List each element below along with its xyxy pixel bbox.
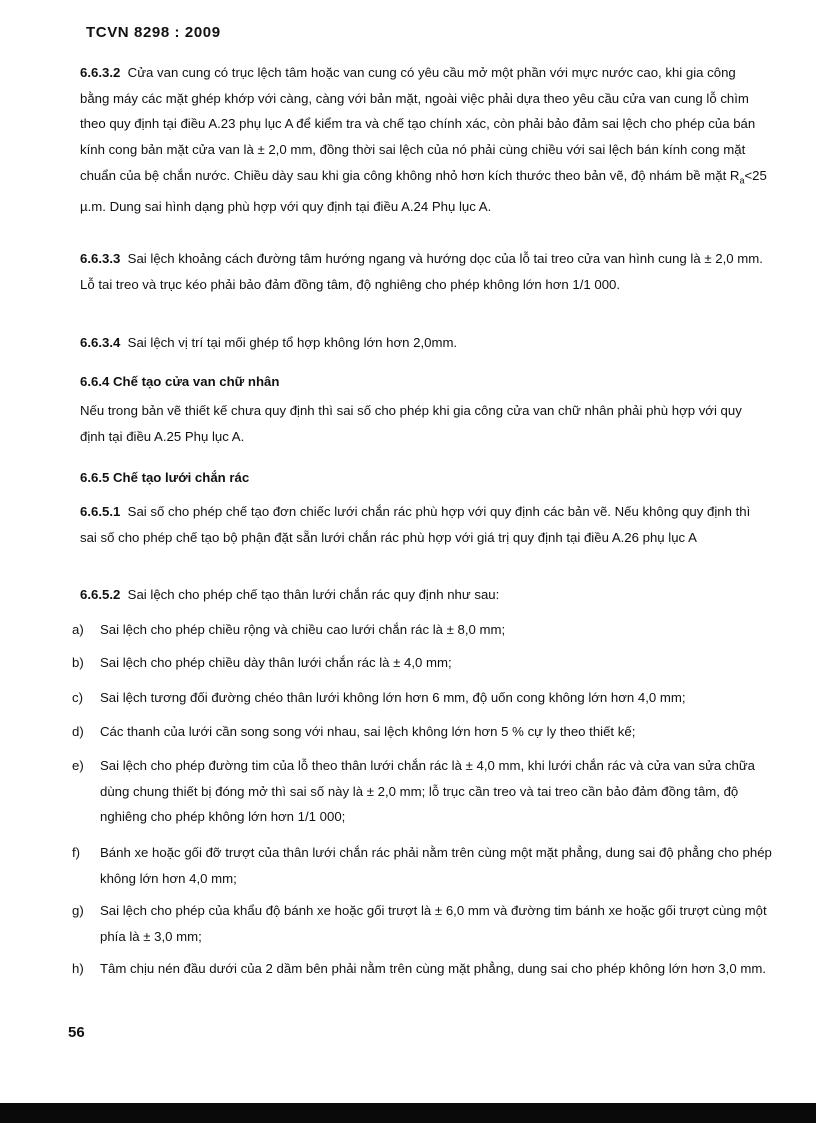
- list-label: e): [72, 758, 84, 773]
- list-text: Sai lệch cho phép đường tim của lỗ theo thân lưới chắn rác là ± 4,0 mm, khi lưới chắn rác và cửa van sửa chữa dùng chung thiết bị đóng mở thì sai số này là ± 2,0 mm; lỗ trục cần treo và tai treo cần bảo đảm đồng tâm, độ nghiêng cho phép không lớn hơn 1/1 000;: [100, 758, 755, 825]
- list-text: Sai lệch cho phép chiều rộng và chiều cao lưới chắn rác là ± 8,0 mm;: [100, 622, 506, 637]
- clause-text: Sai lệch vị trí tại mối ghép tổ hợp không lớn hơn 2,0mm.: [127, 335, 458, 350]
- list-item-e: [72, 753, 772, 830]
- clause-number: 6.6.5.2: [80, 587, 121, 602]
- clause-text: Sai lệch cho phép chế tạo thân lưới chắn rác quy định như sau:: [127, 587, 500, 602]
- clause-text: Sai lệch khoảng cách đường tâm hướng ngang và hướng dọc của lỗ tai treo cửa van hình cung là ± 2,0 mm. Lỗ tai treo và trục kéo phải bảo đảm đồng tâm, độ nghiêng cho phép không lớn hơn 1/1 000.: [80, 251, 763, 292]
- list-label: b): [72, 655, 84, 670]
- clause-number: 6.6.3.2: [80, 65, 121, 80]
- list-item-g: [72, 898, 772, 949]
- section-heading-6-6-4: 6.6.4 Chế tạo cửa van chữ nhân: [80, 374, 280, 389]
- clause-6-6-5-2: [80, 582, 768, 608]
- clause-number: 6.6.3.4: [80, 335, 121, 350]
- list-item-a: [72, 617, 772, 643]
- list-item-f: [72, 840, 772, 891]
- list-label: g): [72, 903, 84, 918]
- list-text: Sai lệch cho phép của khẩu độ bánh xe hoặc gối trượt là ± 6,0 mm và đường tim bánh xe hoặc gối trượt cùng một phía là ± 3,0 mm;: [100, 903, 767, 944]
- scan-border-bar: [0, 1103, 816, 1123]
- list-label: a): [72, 622, 84, 637]
- list-text: Sai lệch tương đối đường chéo thân lưới không lớn hơn 6 mm, độ uốn cong không lớn hơn 4,0 mm;: [100, 690, 686, 705]
- list-text: Bánh xe hoặc gối đỡ trượt của thân lưới chắn rác phải nằm trên cùng một mặt phẳng, dung sai độ phẳng cho phép không lớn hơn 4,0 mm;: [100, 845, 772, 886]
- clause-6-6-3-2: [80, 60, 768, 220]
- clause-number: 6.6.5.1: [80, 504, 121, 519]
- section-heading-6-6-5: 6.6.5 Chế tạo lưới chắn rác: [80, 470, 250, 485]
- list-label: f): [72, 845, 81, 860]
- clause-number: 6.6.3.3: [80, 251, 121, 266]
- list-item-b: [72, 650, 772, 676]
- list-text: Sai lệch cho phép chiều dày thân lưới chắn rác là ± 4,0 mm;: [100, 655, 452, 670]
- clause-6-6-4-text: Nếu trong bản vẽ thiết kế chưa quy định thì sai số cho phép khi gia công cửa van chữ nhân phải phù hợp với quy định tại điều A.25 Phụ lục A.: [80, 403, 742, 444]
- clause-text-end: <25 µ.m. Dung sai hình dạng phù hợp với quy định tại điều A.24 Phụ lục A.: [80, 167, 767, 215]
- clause-text: Sai số cho phép chế tạo đơn chiếc lưới chắn rác phù hợp với quy định các bản vẽ. Nếu không quy định thì sai số cho phép chế tạo bộ phận đặt sẵn lưới chắn rác phù hợp với giá trị quy định tại điều A.26 phụ lục A: [80, 504, 751, 545]
- list-item-c: [72, 685, 772, 711]
- page-number: 56: [68, 1024, 85, 1041]
- list-label: d): [72, 724, 84, 739]
- roughness-subscript: a: [739, 175, 745, 186]
- standard-header: TCVN 8298 : 2009: [86, 24, 221, 41]
- clause-text: Cửa van cung có trục lệch tâm hoặc van cung có yêu cầu mở một phần với mực nước cao, khi gia công bằng máy các mặt ghép khớp với càng, càng với bản mặt, ngoài việc phải dựa theo yêu cầu cửa van cung lỗ chìm theo quy định tại điều A.23 phụ lục A để kiểm tra và chế tạo chính xác, còn phải bảo đảm sai lệch cho phép của bán kính cong bản mặt cửa van là ± 2,0 mm, đồng thời sai lệch của nó phải cùng chiều với sai lệch bán kính cong mặt chuẩn của bệ chắn nước. Chiều dày sau khi gia công không nhỏ hơn kích thước theo bản vẽ, độ nhám bề mặt R: [80, 65, 756, 183]
- list-text: Tâm chịu nén đầu dưới của 2 dầm bên phải nằm trên cùng mặt phẳng, dung sai cho phép không lớn hơn 3,0 mm.: [100, 961, 766, 976]
- clause-6-6-3-4: [80, 330, 768, 356]
- list-label: c): [72, 690, 83, 705]
- clause-6-6-5-1: [80, 499, 768, 550]
- list-item-d: [72, 719, 772, 745]
- list-text: Các thanh của lưới cần song song với nhau, sai lệch không lớn hơn 5 % cự ly theo thiết kế;: [100, 724, 636, 739]
- list-label: h): [72, 961, 84, 976]
- clause-6-6-3-3: [80, 246, 768, 297]
- list-item-h: [72, 956, 772, 982]
